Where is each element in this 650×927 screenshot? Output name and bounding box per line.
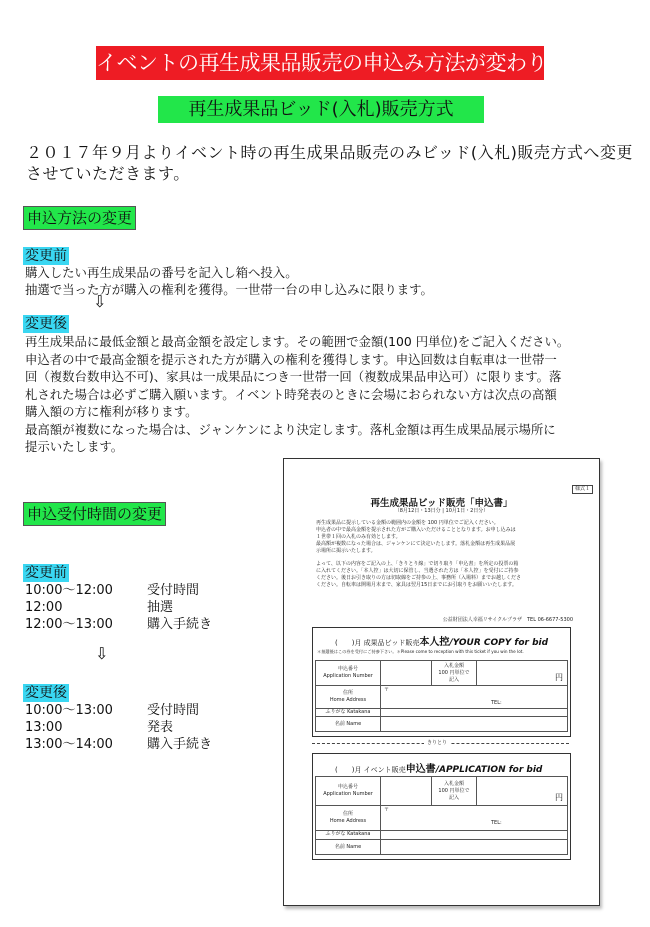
form-subtitle: （8月12日・13日分 | 10月1日・2日分） [394,508,489,514]
name-en: Name [346,844,362,850]
schedule-time: 10:00～12:00 [25,583,113,598]
after-line: 再生成果品に最低金額と最高金額を設定します。その範囲で金額(100 円単位)をご記入ください。 [25,334,570,349]
form-note-line: に入れてください。「本人控」は大切に保管し、当選された方は「本人控」を受付にご持参 [316,568,519,574]
application-title-en: /APPLICATION for bid [435,765,543,775]
schedule-row [25,599,212,616]
application-title-main: 申込書 [405,764,436,775]
name-en: Name [346,721,362,727]
yen-label: 円 [555,673,563,682]
your-copy-block [312,627,571,737]
address-en: Home Address [329,697,367,703]
app-number-en: Application Number [323,791,373,797]
tel-label: TEL: [491,820,502,826]
bid-amount-input[interactable] [476,660,568,686]
bid-label: 入札金額 [443,781,464,787]
form-note-line: ください。後日お引き取りの方は切取線をご持参の上、事務所（入場料）までお越しくださ [316,575,522,581]
after-line: 札された場合は必ずご購入願います。イベント時発表のときに会場におられない方は次点の高額 [25,386,557,402]
bid-sub: 100 円単位で [438,788,470,794]
app-number-label-cell [315,776,381,806]
schedule-label: 受付時間 [147,703,200,718]
schedule-label: 発表 [147,720,174,735]
after-text-block [25,333,569,456]
name-label-cell [315,839,381,855]
your-copy-title-en: /YOUR COPY for bid [449,638,549,648]
app-number-jp: 申込番号 [337,784,358,790]
app-number-jp: 申込番号 [337,666,358,672]
your-copy-title-main: 本人控 [419,637,450,648]
address-jp: 住所 [342,811,353,817]
application-title [335,760,542,775]
schedule-time: 13:00 [25,720,63,735]
schedule-time: 12:00 [25,600,63,615]
after-label-application: 変更後 [25,316,67,332]
schedule-time: 12:00～13:00 [25,617,113,632]
after-line: 提示いたします。 [25,439,124,454]
before-label-time: 変更前 [25,565,67,581]
before-schedule [25,582,212,633]
schedule-label: 抽選 [147,600,174,615]
form-note-line: １世帯１回の入札のみ有効とします。 [316,534,401,540]
yen-label: 円 [555,793,563,802]
intro-text: ２０１７年９月よりイベント時の再生成果品販売のみビッド(入札)販売方式へ変更させていただきます。 [26,143,633,183]
app-number-input[interactable] [380,660,432,686]
address-label-cell [315,805,381,831]
before-label-application: 変更前 [25,248,67,264]
schedule-row [25,736,212,753]
schedule-label: 受付時間 [147,583,200,598]
bid-sub2: 記入 [448,677,459,683]
after-line: 回（複数台数申込不可)、家具は一成果品につき一世帯一回（複数成果品申込可）に限ります。落 [25,369,562,384]
before-line-1: 購入したい再生成果品の番号を記入し箱へ投入。 [25,265,298,280]
section-heading-time: 申込受付時間の変更 [23,502,166,526]
after-label-time: 変更後 [25,685,67,701]
address-input[interactable] [380,685,568,709]
form-notes [316,520,521,589]
after-schedule [25,702,212,753]
schedule-row [25,702,212,719]
schedule-label: 購入手続き [147,737,213,752]
application-form-document [283,458,600,906]
tel-label: TEL: [491,700,502,706]
your-copy-title [335,633,548,648]
schedule-time: 13:00～14:00 [25,737,113,752]
bid-label: 入札金額 [443,663,464,669]
schedule-label: 購入手続き [147,617,213,632]
after-line: 申込者の中で最高金額を提示された方が購入の権利を獲得します。申込回数は自転車は一世帯一 [25,351,557,367]
kana-label: ふりがな Katakana [325,831,371,837]
form-org-line: 公益財団法人幸福リサイクルプラザ TEL 06-6677-5300 [442,617,573,623]
schedule-row [25,582,212,599]
app-number-input[interactable] [380,776,432,806]
address-label-cell [315,685,381,709]
name-jp: 名前 [334,844,345,850]
cut-line-label: きりとり [424,740,450,747]
postal-mark: 〒 [384,687,390,693]
bid-label-cell [431,660,477,686]
title-banner: イベントの再生成果品販売の申込み方法が変わります。 [96,46,544,80]
name-input[interactable] [380,716,568,732]
name-label-cell [315,716,381,732]
form-note-line: 最高額が複数になった場合は、ジャンケンにて決定いたします。落札金額は再生成果品展 [316,541,516,547]
form-note-line: 示場所に掲示いたします。 [316,548,376,554]
postal-mark: 〒 [384,807,390,813]
after-line: 購入額の方に権利が移ります。 [25,404,198,419]
section-heading-application: 申込方法の変更 [23,206,136,230]
app-number-label-cell [315,660,381,686]
after-line: 最高額が複数になった場合は、ジャンケンにより決定します。落札金額は再生成果品展示場所に [25,421,556,437]
address-input[interactable] [380,805,568,831]
form-note-line: 申込者の中で最高金額を提示された方がご購入いただけることとなります。お申し込みは [316,527,516,533]
bid-sub2: 記入 [448,795,459,801]
your-copy-title-prefix: ( )月 成果品ビッド販売 [335,639,420,647]
form-note-line: ください。自転車は開場月末まで、家具は翌月15日までにお引取りをお願いいたします。 [316,582,517,588]
bid-sub: 100 円単位で [438,670,470,676]
form-corner-tag: 様式１ [572,485,593,494]
address-en: Home Address [329,818,367,824]
schedule-row [25,719,212,736]
app-number-en: Application Number [323,673,373,679]
subtitle-banner: 再生成果品ビッド(入札)販売方式 [158,96,484,123]
arrow-down-icon: ⇩ [95,644,109,663]
form-note-line: よって、以下の内容をご記入の上、「きりとり線」で切り取り「申込書」を所定の投票の箱 [316,561,519,567]
form-note-line: 再生成果品に提示している金額の範囲内の金額を 100 円単位でご記入ください。 [316,520,499,526]
name-input[interactable] [380,839,568,855]
your-copy-note: ＊抽選後はこの券を受付にご持参下さい。＊Please come to reception with this ticket if you win the lot. [317,649,524,654]
kana-label: ふりがな Katakana [325,709,371,715]
schedule-time: 10:00～13:00 [25,703,113,718]
address-jp: 住所 [342,690,353,696]
name-label [316,721,380,728]
name-label [316,844,380,851]
bid-amount-input[interactable] [476,776,568,806]
application-title-prefix: ( )月 イベント販売 [335,766,406,774]
bid-label-cell [431,776,477,806]
form-title: 再生成果品ビッド販売「申込書」 [370,498,513,509]
before-line-2: 抽選で当った方が購入の権利を獲得。一世帯一台の申し込みに限ります。 [25,282,433,297]
name-jp: 名前 [334,721,345,727]
schedule-row [25,616,212,633]
arrow-down-icon: ⇩ [93,292,107,311]
application-block [312,753,571,860]
